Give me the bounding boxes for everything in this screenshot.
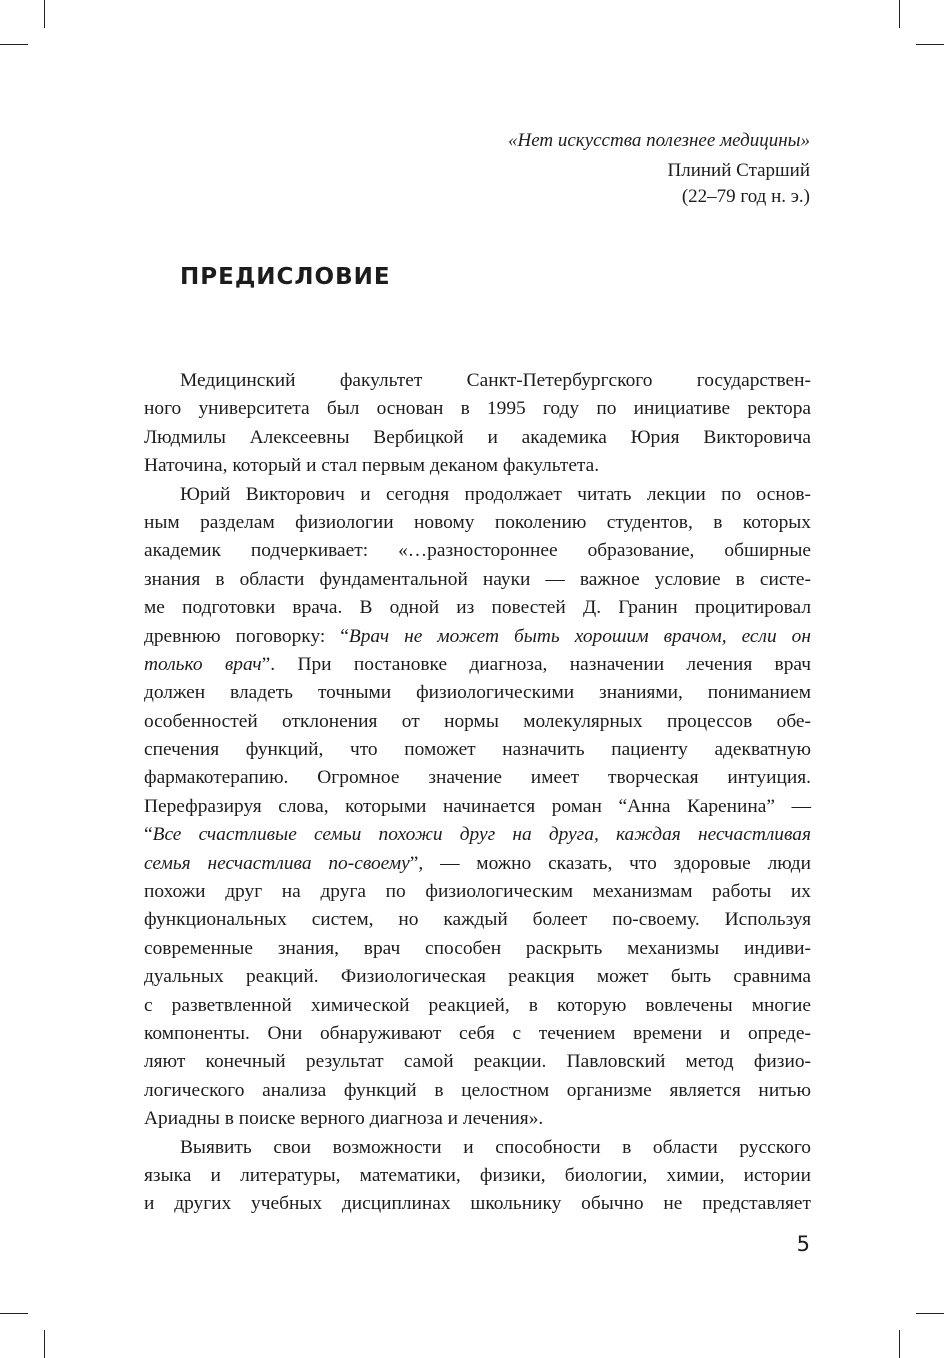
text-line: компоненты. Они обнаруживают себя с течением времени и опреде- xyxy=(144,1022,811,1044)
text-line: Медицинский факультет Санкт-Петербургского государствен- xyxy=(180,370,811,391)
crop-mark xyxy=(916,44,944,45)
crop-mark xyxy=(0,1313,28,1314)
body-text xyxy=(144,367,811,1219)
text-line: похожи друг на друга по физиологическим механизмам работы их xyxy=(144,881,811,903)
text-line: с разветвленной химической реакцией, в которую вовлечены многие xyxy=(144,994,811,1016)
text-line: фармакотерапию. Огромное значение имеет творческая интуиция. xyxy=(144,767,811,789)
text-line: только врач”. При постановке диагноза, назначении лечения врач xyxy=(144,653,811,675)
crop-mark xyxy=(44,0,45,28)
text-line: должен владеть точными физиологическими знаниями, пониманием xyxy=(144,682,811,704)
text-line: функциональных систем, но каждый болеет по-своему. Используя xyxy=(144,909,811,931)
text-line: Перефразируя слова, которыми начинается роман “Анна Каренина” — xyxy=(144,795,811,817)
crop-mark xyxy=(899,0,900,28)
epigraph-author: Плиний Старший xyxy=(667,160,810,181)
italic-quote: Все счастливые семьи похожи друг на друга, каждая несчастливая xyxy=(152,824,811,846)
epigraph-quote: «Нет искусства полезнее медицины» xyxy=(508,130,810,151)
text-line: Людмилы Алексеевны Вербицкой и академика Юрия Викторовича xyxy=(144,426,811,448)
crop-mark xyxy=(44,1330,45,1358)
text-line: спечения функций, что поможет назначить пациенту адекватную xyxy=(144,739,811,761)
text-line: академик подчеркивает: «…разностороннее образование, обширные xyxy=(144,540,811,562)
chapter-heading: ПРЕДИСЛОВИЕ xyxy=(180,264,391,290)
text-line: Наточина, который и стал первым деканом факультета. xyxy=(144,455,600,477)
text-line: “Все счастливые семьи похожи друг на друга, каждая несчастливая xyxy=(144,824,811,846)
text-line: и других учебных дисциплинах школьнику обычно не представляет xyxy=(144,1193,811,1215)
text-line: древнюю поговорку: “Врач не может быть хорошим врачом, если он xyxy=(144,625,811,647)
epigraph-years: (22–79 год н. э.) xyxy=(681,186,810,207)
text-line: знания в области фундаментальной науки — важное условие в систе- xyxy=(144,568,811,590)
text-line: Ариадны в поиске верного диагноза и лечения». xyxy=(144,1108,544,1130)
italic-quote: семья несчастлива по-своему xyxy=(144,852,410,874)
text-line: семья несчастлива по-своему”, — можно сказать, что здоровые люди xyxy=(144,852,811,874)
crop-mark xyxy=(916,1313,944,1314)
text-line: ме подготовки врача. В одной из повестей Д. Гранин процитировал xyxy=(144,597,811,619)
text-line: языка и литературы, математики, физики, биологии, химии, истории xyxy=(144,1164,811,1186)
text-line: Выявить свои возможности и способности в области русского xyxy=(180,1136,811,1158)
text-line: ным разделам физиологии новому поколению студентов, в которых xyxy=(144,511,811,533)
text-line: логического анализа функций в целостном организме является нитью xyxy=(144,1079,811,1101)
text-line: современные знания, врач способен раскрыть механизмы индиви- xyxy=(144,937,811,959)
text-line: дуальных реакций. Физиологическая реакция может быть сравнима xyxy=(144,966,811,988)
italic-quote: Врач не может быть хорошим врачом, если он xyxy=(348,625,811,647)
crop-mark xyxy=(899,1330,900,1358)
page-number: 5 xyxy=(796,1232,810,1256)
text-line: ляют конечный результат самой реакции. Павловский метод физио- xyxy=(144,1051,811,1073)
text-line: Юрий Викторович и сегодня продолжает читать лекции по основ- xyxy=(180,483,811,505)
crop-mark xyxy=(0,44,28,45)
italic-quote: только врач xyxy=(144,653,262,675)
text-line: особенностей отклонения от нормы молекулярных процессов обе- xyxy=(144,710,811,732)
text-line: ного университета был основан в 1995 году по инициативе ректора xyxy=(144,398,811,420)
epigraph xyxy=(508,128,810,210)
